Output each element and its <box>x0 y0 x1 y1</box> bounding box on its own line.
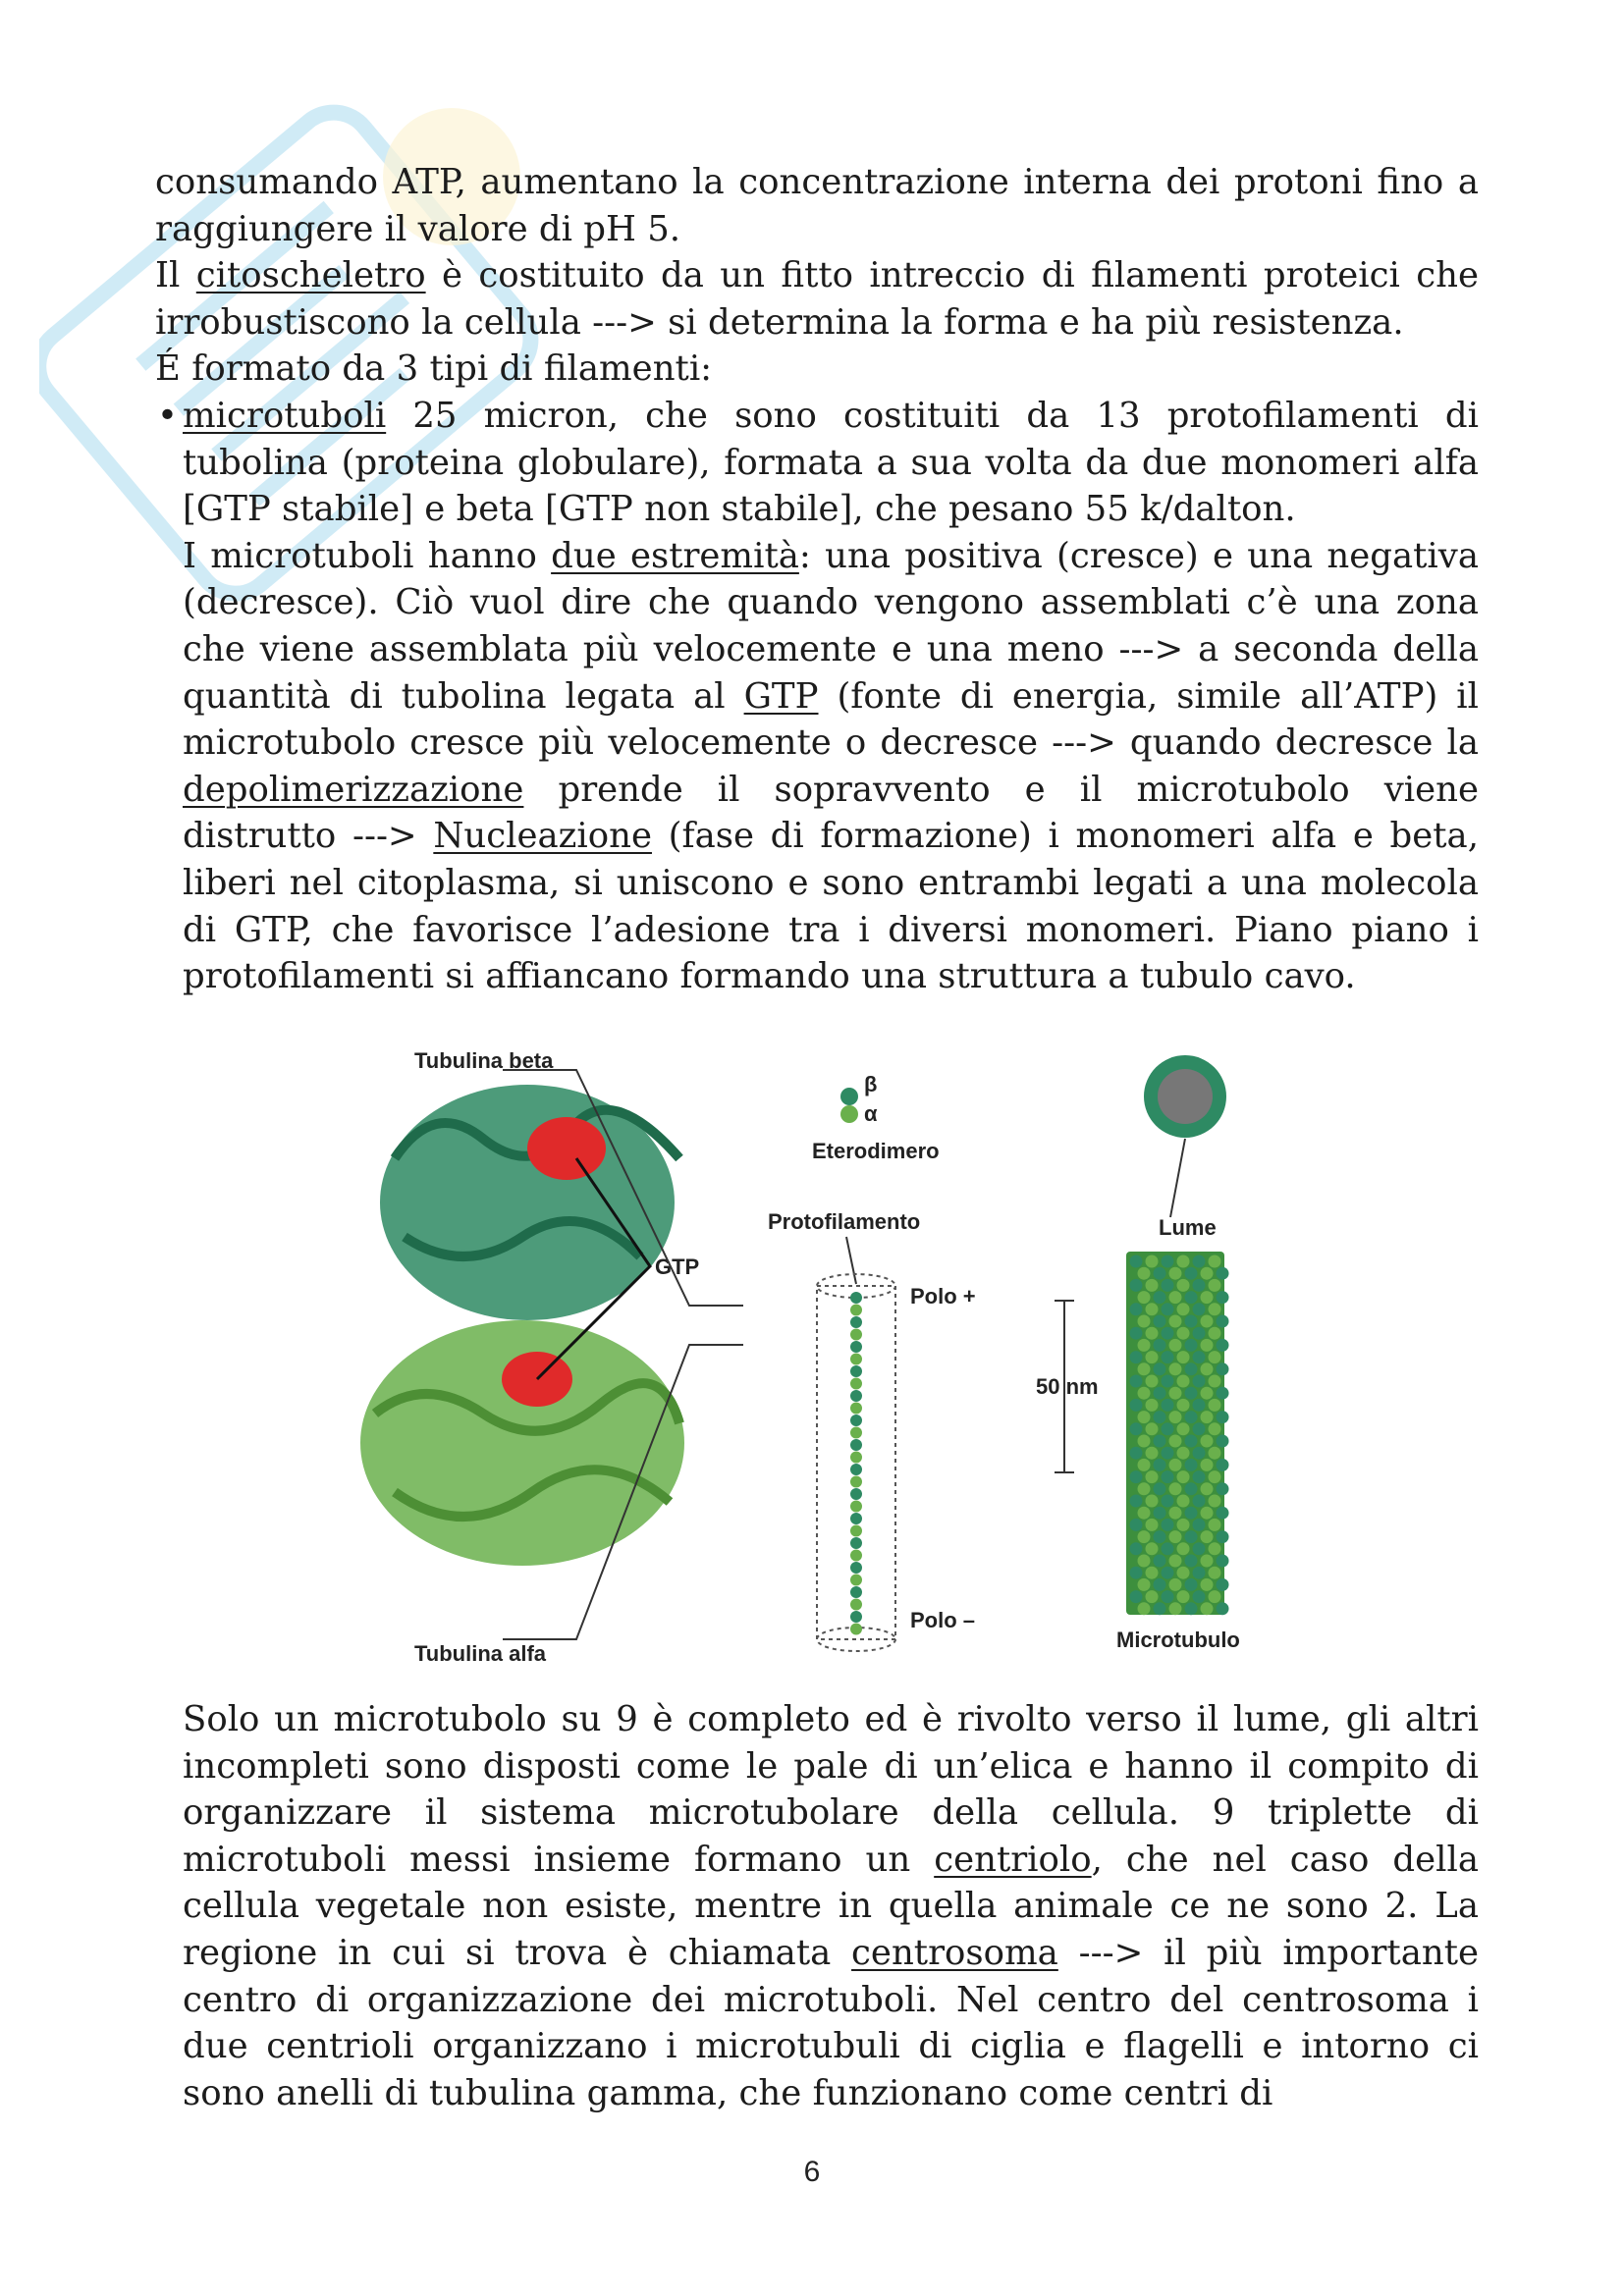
tubulin-subunit <box>1185 1387 1198 1400</box>
tubulin-subunit <box>1209 1279 1221 1292</box>
tubulin-subunit <box>1201 1602 1214 1615</box>
tubulin-subunit <box>1146 1470 1159 1483</box>
tubulin-subunit <box>1201 1362 1214 1375</box>
tubulin-subunit <box>1130 1279 1143 1292</box>
tubulin-subunit <box>1146 1327 1159 1340</box>
tubulin-subunit <box>1193 1255 1206 1268</box>
tubulin-subunit <box>1130 1375 1143 1388</box>
tubulin-subunit <box>1162 1590 1174 1603</box>
tubulin-subunit <box>850 1365 862 1377</box>
tubulin-subunit <box>1201 1435 1214 1448</box>
label-scale: 50 nm <box>1036 1374 1099 1399</box>
tubulin-subunit <box>850 1305 862 1316</box>
tubulin-subunit <box>850 1329 862 1341</box>
tubulin-subunit <box>1193 1495 1206 1508</box>
body-text-bottom <box>155 1696 1479 2116</box>
tubulin-subunit <box>1130 1519 1143 1531</box>
tubulin-subunit <box>850 1575 862 1586</box>
alpha-symbol: α <box>864 1101 878 1126</box>
tubulin-subunit <box>1154 1362 1166 1375</box>
tubulin-subunit <box>1162 1422 1174 1435</box>
tubulin-subunit <box>1130 1255 1143 1268</box>
label-alpha-tubulin: Tubulina alfa <box>414 1641 547 1666</box>
underlined-term: due estremità <box>551 535 799 576</box>
tubulin-subunit <box>1130 1447 1143 1460</box>
tubulin-subunit <box>1130 1470 1143 1483</box>
tubulin-subunit <box>1162 1495 1174 1508</box>
tubulin-subunit <box>1169 1459 1182 1471</box>
tubulin-subunit <box>1154 1530 1166 1543</box>
tubulin-subunit <box>850 1525 862 1537</box>
tubulin-subunit <box>1177 1327 1190 1340</box>
tubulin-subunit <box>1185 1267 1198 1280</box>
tubulin-subunit <box>1177 1303 1190 1315</box>
tubulin-subunit <box>1209 1399 1221 1412</box>
tubulin-subunit <box>850 1415 862 1426</box>
tubulin-subunit <box>1146 1399 1159 1412</box>
tubulin-subunit <box>850 1537 862 1549</box>
tubulin-subunit <box>850 1452 862 1464</box>
underlined-term: GTP <box>743 675 819 717</box>
tubulin-subunit <box>1217 1482 1229 1495</box>
tubulin-subunit <box>850 1341 862 1353</box>
tubulin-subunit <box>1177 1351 1190 1363</box>
tubulin-subunit <box>850 1624 862 1635</box>
tubulin-subunit <box>1162 1327 1174 1340</box>
beta-symbol: β <box>864 1072 878 1096</box>
tubulin-subunit <box>1154 1291 1166 1304</box>
tubulin-subunit <box>1209 1519 1221 1531</box>
tubulin-subunit <box>1193 1470 1206 1483</box>
tubulin-subunit <box>1193 1303 1206 1315</box>
tubulin-subunit <box>850 1501 862 1513</box>
underlined-term: centriolo <box>934 1839 1092 1880</box>
tubulin-subunit <box>850 1390 862 1402</box>
tubulin-subunit <box>1193 1327 1206 1340</box>
tubulin-subunit <box>1162 1519 1174 1531</box>
paragraph: I microtuboli hanno due estremità: una positiva (cresce) e una negativa (decresce). Ciò vuol dire che quando vengono assemblati c’è una zona che viene assemblata più velocemente e una meno ---> a seconda della quantità di tubolina legata al GTP (fonte di energia, simile all’ATP) il microtubolo cresce più velocemente o decresce ---> quando decresce la depolimerizzazione prende il sopravvento e il microtubolo viene distrutto ---> Nucleazione (fase di formazione) i monomeri alfa e beta, liberi nel citoplasma, si uniscono e sono entrambi legati a una molecola di GTP, che favorisce l’adesione tra i diversi monomeri. Piano piano i protofilamenti si affiancano formando una struttura a tubulo cavo. <box>183 535 1479 997</box>
tubulin-subunit <box>1177 1255 1190 1268</box>
tubulin-subunit <box>1201 1411 1214 1423</box>
tubulin-subunit <box>1169 1387 1182 1400</box>
tubulin-subunit <box>1185 1507 1198 1520</box>
tubulin-subunit <box>1185 1530 1198 1543</box>
tubulin-subunit <box>1162 1255 1174 1268</box>
tubulin-subunit <box>1154 1578 1166 1591</box>
tubulin-subunit <box>1185 1602 1198 1615</box>
tubulin-subunit <box>1162 1399 1174 1412</box>
tubulin-subunit <box>1130 1351 1143 1363</box>
tubulin-subunit <box>1138 1362 1151 1375</box>
tubulin-subunit <box>1154 1459 1166 1471</box>
page-number: 6 <box>803 2156 821 2188</box>
tubulin-subunit <box>1154 1267 1166 1280</box>
tubulin-subunit <box>1177 1495 1190 1508</box>
tubulin-subunit <box>1146 1447 1159 1460</box>
tubulin-subunit <box>1154 1411 1166 1423</box>
tubulin-subunit <box>1217 1291 1229 1304</box>
tubulin-subunit <box>1138 1435 1151 1448</box>
tubulin-subunit <box>1162 1447 1174 1460</box>
tubulin-subunit <box>1209 1495 1221 1508</box>
tubulin-subunit <box>1217 1602 1229 1615</box>
tubulin-subunit <box>1185 1411 1198 1423</box>
paragraph: É formato da 3 tipi di filamenti: <box>155 348 713 390</box>
tubulin-subunit <box>850 1476 862 1488</box>
tubulin-subunit <box>1138 1387 1151 1400</box>
tubulin-subunit <box>850 1513 862 1524</box>
tubulin-subunit <box>1201 1315 1214 1328</box>
tubulin-subunit <box>1217 1315 1229 1328</box>
tubulin-subunit <box>1209 1351 1221 1363</box>
tubulin-subunit <box>1162 1375 1174 1388</box>
tubulin-subunit <box>1169 1578 1182 1591</box>
paragraph: Il citoscheletro è costituito da un fitto intreccio di filamenti proteici che irrobustiscono la cellula ---> si determina la forma e ha più resistenza. <box>155 255 1479 343</box>
tubulin-subunit <box>850 1464 862 1475</box>
microtubule-tube <box>1126 1252 1229 1615</box>
tubulin-subunit <box>1193 1279 1206 1292</box>
label-beta-tubulin: Tubulina beta <box>414 1048 554 1073</box>
tubulin-subunit <box>1193 1351 1206 1363</box>
tubulin-subunit <box>1193 1399 1206 1412</box>
tubulin-subunit <box>850 1292 862 1304</box>
label-microtubule: Microtubulo <box>1116 1628 1240 1652</box>
tubulin-subunit <box>1177 1470 1190 1483</box>
tubulin-subunit <box>1201 1507 1214 1520</box>
tubulin-subunit <box>1201 1555 1214 1568</box>
tubulin-subunit <box>1217 1387 1229 1400</box>
label-lumen: Lume <box>1159 1215 1217 1240</box>
tubulin-subunit <box>1169 1315 1182 1328</box>
paragraph: Solo un microtubolo su 9 è completo ed è rivolto verso il lume, gli altri incompleti sono disposti come le pale di un’elica e hanno il compito di organizzare il sistema microtubolare della cellula. 9 triplette di microtuboli messi insieme formano un centriolo, che nel caso della cellula vegetale non esiste, mentre in quella animale ce ne sono 2. La regione in cui si trova è chiamata centrosoma ---> il più importante centro di organizzazione dei microtuboli. Nel centro del centrosoma i due centrioli organizzano i microtubuli di ciglia e flagelli e intorno ci sono anelli di tubulina gamma, che funzionano come centri di <box>183 1699 1479 2113</box>
tubulin-subunit <box>1185 1339 1198 1352</box>
tubulin-subunit <box>1138 1339 1151 1352</box>
tubulin-subunit <box>1201 1530 1214 1543</box>
tubulin-subunit <box>1162 1351 1174 1363</box>
tubulin-subunit <box>1185 1362 1198 1375</box>
tubulin-subunit <box>1169 1530 1182 1543</box>
tubulin-subunit <box>1162 1303 1174 1315</box>
tubulin-subunit <box>1146 1495 1159 1508</box>
tubulin-subunit <box>1146 1303 1159 1315</box>
tubulin-subunit <box>1154 1602 1166 1615</box>
tubulin-subunit <box>1217 1411 1229 1423</box>
tubulin-subunit <box>1185 1315 1198 1328</box>
tubulin-subunit <box>850 1427 862 1439</box>
tubulin-subunit <box>1169 1339 1182 1352</box>
tubulin-subunit <box>1130 1399 1143 1412</box>
tubulin-subunit <box>1185 1291 1198 1304</box>
protofilament-cylinder <box>817 1274 895 1651</box>
tubulin-subunit <box>1146 1542 1159 1555</box>
tubulin-subunit <box>1146 1351 1159 1363</box>
tubulin-subunit <box>1201 1459 1214 1471</box>
tubulin-subunit <box>1138 1555 1151 1568</box>
tubulin-subunit <box>850 1354 862 1365</box>
tubulin-subunit <box>1169 1435 1182 1448</box>
tubulin-subunit <box>850 1378 862 1390</box>
label-gtp: GTP <box>655 1255 700 1279</box>
tubulin-subunit <box>1185 1555 1198 1568</box>
tubulin-subunit <box>1130 1567 1143 1579</box>
tubulin-subunit <box>1185 1459 1198 1471</box>
tubulin-subunit <box>1154 1507 1166 1520</box>
tubulin-subunit <box>1201 1267 1214 1280</box>
tubulin-subunit <box>1201 1339 1214 1352</box>
list-item: • microtuboli 25 micron, che sono costituiti da 13 protofilamenti di tubolina (proteina globulare), formata a sua volta da due monomeri alfa [GTP stabile] e beta [GTP non stabile], che pesano 55 k/dalton. <box>155 393 1479 533</box>
tubulin-subunit <box>1201 1387 1214 1400</box>
tubulin-subunit <box>1130 1542 1143 1555</box>
tubulin-subunit <box>1209 1255 1221 1268</box>
tubulin-subunit <box>1154 1482 1166 1495</box>
tubulin-subunit <box>1177 1279 1190 1292</box>
tubulin-subunit <box>1169 1602 1182 1615</box>
tubulin-subunit <box>1217 1267 1229 1280</box>
tubulin-subunit <box>1169 1411 1182 1423</box>
underlined-term: centrosoma <box>851 1932 1058 1973</box>
tubulin-subunit <box>1138 1507 1151 1520</box>
tubulin-subunit <box>1209 1303 1221 1315</box>
underlined-term: depolimerizzazione <box>183 769 524 810</box>
tubulin-subunit <box>1169 1362 1182 1375</box>
tubulin-subunit <box>1177 1542 1190 1555</box>
tubulin-subunit <box>1130 1303 1143 1315</box>
tubulin-subunit <box>850 1586 862 1598</box>
underlined-term: microtuboli <box>183 395 387 436</box>
tubulin-structure <box>360 1085 684 1566</box>
tubulin-subunit <box>1177 1567 1190 1579</box>
tubulin-subunit <box>1146 1375 1159 1388</box>
tubulin-subunit <box>1209 1567 1221 1579</box>
tubulin-subunit <box>1138 1482 1151 1495</box>
tubulin-subunit <box>850 1611 862 1623</box>
tubulin-subunit <box>1154 1387 1166 1400</box>
tubulin-subunit <box>1193 1567 1206 1579</box>
tubulin-subunit <box>1209 1590 1221 1603</box>
tubulin-subunit <box>1193 1542 1206 1555</box>
tubulin-subunit <box>1162 1279 1174 1292</box>
tubulin-subunit <box>1177 1447 1190 1460</box>
tubulin-subunit <box>1162 1470 1174 1483</box>
tubulin-subunit <box>1217 1339 1229 1352</box>
label-protofilament: Protofilamento <box>768 1209 921 1234</box>
tubulin-subunit <box>1185 1578 1198 1591</box>
tubulin-subunit <box>1217 1530 1229 1543</box>
tubulin-subunit <box>1169 1291 1182 1304</box>
tubulin-subunit <box>1146 1255 1159 1268</box>
tubulin-subunit <box>1177 1590 1190 1603</box>
tubulin-subunit <box>1146 1279 1159 1292</box>
tubulin-subunit <box>1217 1578 1229 1591</box>
body-text-top <box>155 159 1479 1000</box>
microtubule-cross-section <box>1144 1055 1226 1138</box>
tubulin-subunit <box>1169 1555 1182 1568</box>
tubulin-subunit <box>1177 1519 1190 1531</box>
tubulin-subunit <box>1217 1459 1229 1471</box>
underlined-term: Nucleazione <box>433 816 652 857</box>
tubulin-subunit <box>1201 1291 1214 1304</box>
tubulin-subunit <box>1209 1327 1221 1340</box>
tubulin-subunit <box>1185 1435 1198 1448</box>
underlined-term: citoscheletro <box>195 255 426 296</box>
tubulin-subunit <box>850 1550 862 1562</box>
tubulin-subunit <box>1138 1267 1151 1280</box>
tubulin-subunit <box>1146 1567 1159 1579</box>
tubulin-subunit <box>1201 1578 1214 1591</box>
tubulin-subunit <box>1130 1422 1143 1435</box>
tubulin-subunit <box>1138 1315 1151 1328</box>
tubulin-subunit <box>1209 1375 1221 1388</box>
tubulin-subunit <box>1146 1519 1159 1531</box>
microtubule-figure <box>355 1041 1269 1669</box>
tubulin-subunit <box>1209 1470 1221 1483</box>
tubulin-subunit <box>1209 1447 1221 1460</box>
tubulin-subunit <box>1217 1507 1229 1520</box>
tubulin-subunit <box>850 1599 862 1611</box>
tubulin-subunit <box>1169 1482 1182 1495</box>
tubulin-subunit <box>850 1439 862 1451</box>
tubulin-subunit <box>1162 1567 1174 1579</box>
tubulin-subunit <box>850 1316 862 1328</box>
tubulin-subunit <box>1130 1327 1143 1340</box>
tubulin-subunit <box>1146 1422 1159 1435</box>
gtp-site-beta <box>527 1117 606 1180</box>
tubulin-subunit <box>1209 1422 1221 1435</box>
tubulin-subunit <box>1146 1590 1159 1603</box>
label-minus-pole: Polo – <box>910 1608 976 1632</box>
tubulin-subunit <box>1217 1362 1229 1375</box>
tubulin-subunit <box>1130 1590 1143 1603</box>
tubulin-subunit <box>1138 1411 1151 1423</box>
tubulin-subunit <box>1154 1339 1166 1352</box>
tubulin-subunit <box>1138 1291 1151 1304</box>
tubulin-subunit <box>1193 1447 1206 1460</box>
tubulin-subunit <box>1201 1482 1214 1495</box>
tubulin-subunit <box>1138 1459 1151 1471</box>
tubulin-subunit <box>1193 1422 1206 1435</box>
tubulin-subunit <box>1154 1555 1166 1568</box>
tubulin-subunit <box>1154 1315 1166 1328</box>
tubulin-subunit <box>1177 1399 1190 1412</box>
tubulin-subunit <box>1154 1435 1166 1448</box>
bullet-icon: • <box>157 395 178 436</box>
tubulin-subunit <box>850 1562 862 1574</box>
tubulin-subunit <box>1138 1602 1151 1615</box>
tubulin-subunit <box>1217 1435 1229 1448</box>
tubulin-subunit <box>850 1488 862 1500</box>
label-heterodimer: Eterodimero <box>812 1139 940 1163</box>
tubulin-subunit <box>1193 1590 1206 1603</box>
tubulin-subunit <box>1193 1375 1206 1388</box>
tubulin-subunit <box>1193 1519 1206 1531</box>
tubulin-subunit <box>1130 1495 1143 1508</box>
tubulin-subunit <box>1217 1555 1229 1568</box>
tubulin-subunit <box>1177 1375 1190 1388</box>
tubulin-subunit <box>1209 1542 1221 1555</box>
tubulin-subunit <box>1138 1530 1151 1543</box>
tubulin-subunit <box>1177 1422 1190 1435</box>
tubulin-subunit <box>850 1403 862 1415</box>
tubulin-subunit <box>1185 1482 1198 1495</box>
tubulin-subunit <box>1169 1507 1182 1520</box>
label-plus-pole: Polo + <box>910 1284 976 1308</box>
tubulin-subunit <box>1138 1578 1151 1591</box>
tubulin-subunit <box>1169 1267 1182 1280</box>
paragraph: consumando ATP, aumentano la concentrazione interna dei protoni fino a raggiungere il valore di pH 5. <box>155 162 1479 249</box>
tubulin-subunit <box>1162 1542 1174 1555</box>
